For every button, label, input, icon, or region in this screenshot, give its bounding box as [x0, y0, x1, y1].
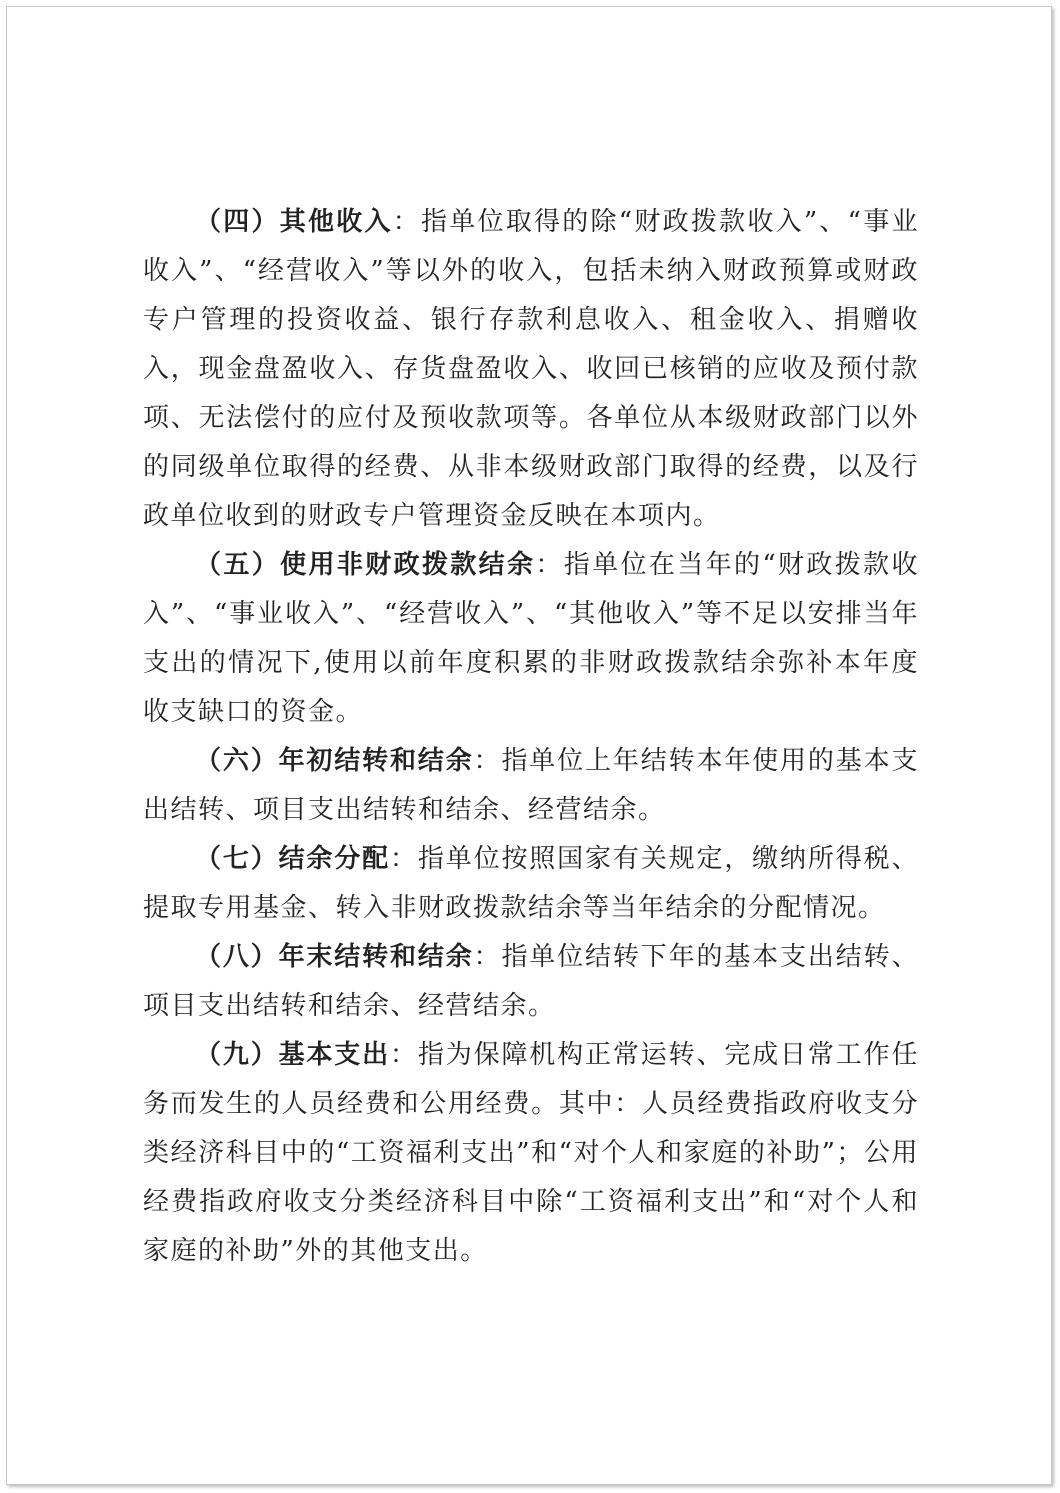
paragraph-opening-carryover — [143, 737, 919, 835]
paragraph-other-income — [143, 198, 919, 541]
term-other-income: （四）其他收入 — [195, 207, 393, 237]
paragraph-basic-expenditure — [143, 1031, 919, 1276]
term-non-fiscal-surplus: （五）使用非财政拨款结余 — [195, 550, 536, 580]
term-opening-carryover: （六）年初结转和结余 — [195, 746, 474, 776]
term-closing-carryover: （八）年末结转和结余 — [195, 942, 474, 972]
term-basic-expenditure: （九）基本支出 — [195, 1040, 391, 1070]
paragraph-surplus-distribution — [143, 835, 919, 933]
definition-basic-expenditure: ：指为保障机构正常运转、完成日常工作任务而发生的人员经费和公用经费。其中：人员经费指政府收支分类经济科目中的“工资福利支出”和“对个人和家庭的补助”；公用经费指政府收支分类经济科目中除“工资福利支出”和“对个人和家庭的补助”外的其他支出。 — [143, 1040, 919, 1266]
definition-opening-carryover: ：指单位上年结转本年使用的基本支出结转、项目支出结转和结余、经营结余。 — [143, 746, 919, 825]
definition-non-fiscal-surplus: ：指单位在当年的“财政拨款收入”、“事业收入”、“经营收入”、“其他收入”等不足以安排当年支出的情况下,使用以前年度积累的非财政拨款结余弥补本年度收支缺口的资金。 — [143, 550, 919, 727]
definition-closing-carryover: ：指单位结转下年的基本支出结转、项目支出结转和结余、经营结余。 — [143, 942, 919, 1021]
definition-surplus-distribution: ：指单位按照国家有关规定，缴纳所得税、提取专用基金、转入非财政拨款结余等当年结余的分配情况。 — [143, 844, 919, 923]
paragraph-non-fiscal-surplus — [143, 541, 919, 737]
term-surplus-distribution: （七）结余分配 — [195, 844, 391, 874]
document-body — [143, 198, 919, 1276]
definition-other-income: ：指单位取得的除“财政拨款收入”、“事业收入”、“经营收入”等以外的收入，包括未纳入财政预算或财政专户管理的投资收益、银行存款利息收入、租金收入、捐赠收入，现金盘盈收入、存货盘盈收入、收回已核销的应收及预付款项、无法偿付的应付及预收款项等。各单位从本级财政部门以外的同级单位取得的经费、从非本级财政部门取得的经费，以及行政单位收到的财政专户管理资金反映在本项内。 — [143, 207, 919, 531]
paragraph-closing-carryover — [143, 933, 919, 1031]
